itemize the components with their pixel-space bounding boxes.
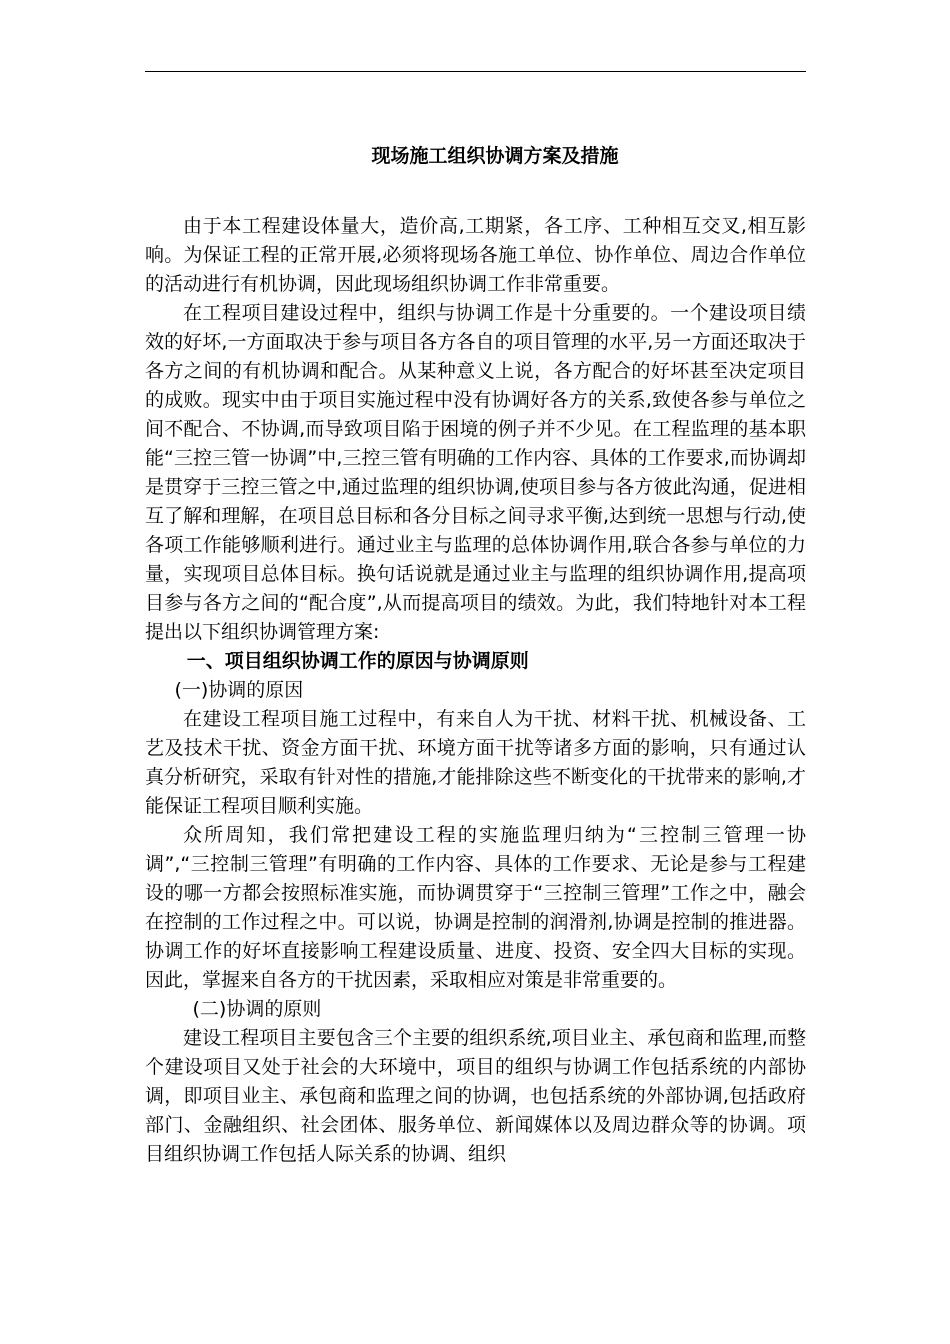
document-title: 现场施工组织协调方案及措施 — [371, 145, 619, 167]
section-heading-1: 一、项目组织协调工作的原因与协调原则 — [186, 650, 529, 672]
subheading-reasons: (一)协调的原因 — [174, 679, 304, 701]
subheading-principles: (二)协调的原则 — [192, 998, 322, 1020]
paragraph-organization-systems: 建设工程项目主要包含三个主要的组织系统,项目业主、承包商和监理,而整个建设项目又处于社会的大环境中，项目的组织与协调工作包括系统的内部协调，即项目业主、承包商和监理之间的协调，也包括系统的外部协调,包括政府部门、金融组织、社会团体、服务单位、新闻媒体以及周边群众等的协调。项目组织协调工作包括人际关系的协调、组织 — [145, 1027, 806, 1165]
document-body — [145, 212, 806, 1169]
paragraph-importance: 在工程项目建设过程中，组织与协调工作是十分重要的。一个建设项目绩效的好坏,一方面取决于参与项目各方各自的项目管理的水平,另一方面还取决于各方之间的有机协调和配合。从某种意义上说，各方配合的好坏甚至决定项目的成败。现实中由于项目实施过程中没有协调好各方的关系,致使各参与单位之间不配合、不协调,而导致项目陷于困境的例子并不少见。在工程监理的基本职能“三控三管一协调”中,三控三管有明确的工作内容、具体的工作要求,而协调却是贯穿于三控三管之中,通过监理的组织协调,使项目参与各方彼此沟通，促进相互了解和理解，在项目总目标和各分目标之间寻求平衡,达到统一思想与行动,使各项工作能够顺利进行。通过业主与监理的总体协调作用,联合各参与单位的力量，实现项目总体目标。换句话说就是通过业主与监理的组织协调作用,提高项目参与各方之间的“配合度”,从而提高项目的绩效。为此，我们特地针对本工程提出以下组织协调管理方案: — [145, 302, 806, 643]
paragraph-interference: 在建设工程项目施工过程中，有来自人为干扰、材料干扰、机械设备、工艺及技术干扰、资金方面干扰、环境方面干扰等诸多方面的影响，只有通过认真分析研究，采取有针对性的措施,才能排除这些不断变化的干扰带来的影响,才能保证工程项目顺利实施。 — [145, 708, 806, 817]
header-rule — [145, 71, 806, 72]
paragraph-intro: 由于本工程建设体量大，造价高,工期紧，各工序、工种相互交叉,相互影响。为保证工程的正常开展,必须将现场各施工单位、协作单位、周边合作单位的活动进行有机协调，因此现场组织协调工作非常重要。 — [145, 215, 806, 295]
paragraph-three-controls: 众所周知，我们常把建设工程的实施监理归纳为“三控制三管理一协调”,“三控制三管理”有明确的工作内容、具体的工作要求、无论是参与工程建设的哪一方都会按照标准实施，而协调贯穿于“三控制三管理”工作之中，融会在控制的工作过程之中。可以说，协调是控制的润滑剂,协调是控制的推进器。协调工作的好坏直接影响工程建设质量、进度、投资、安全四大目标的实现。因此，掌握来自各方的干扰因素，采取相应对策是非常重要的。 — [145, 824, 806, 991]
